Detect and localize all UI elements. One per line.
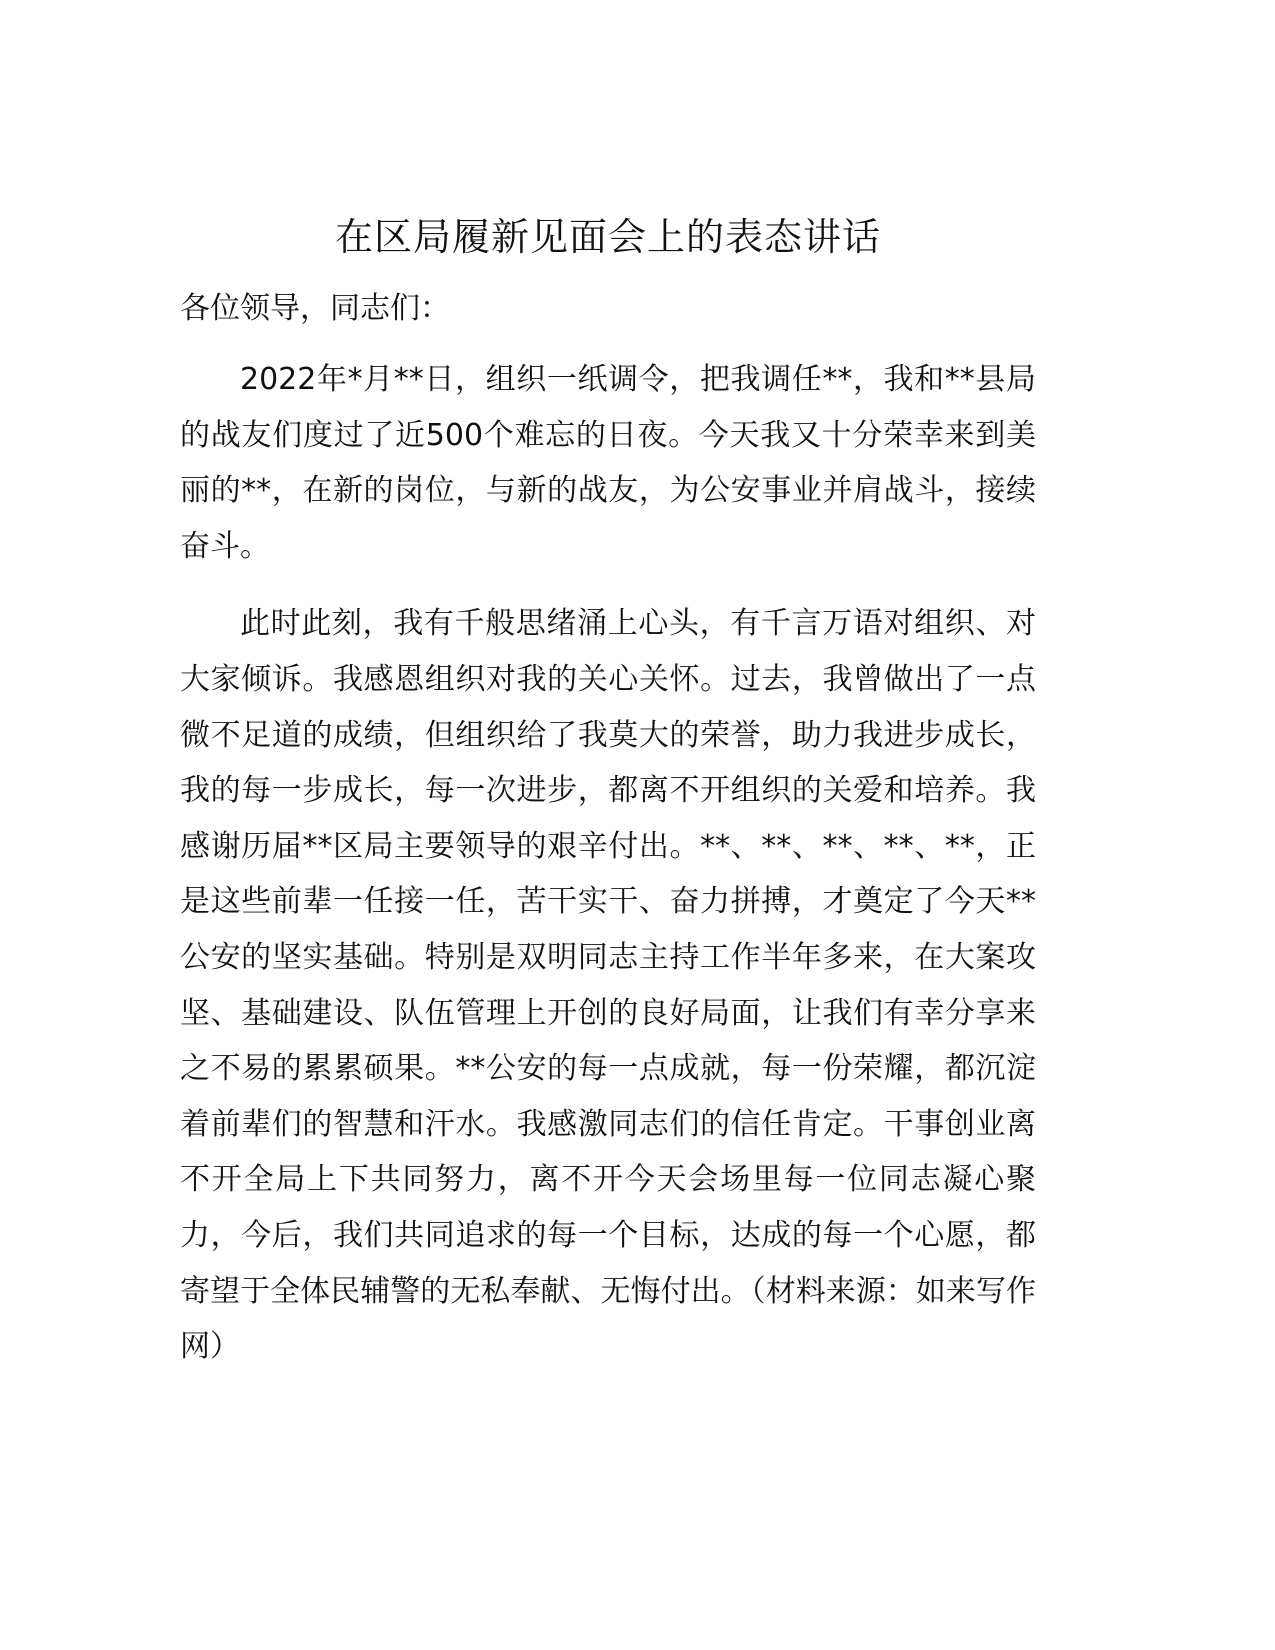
salutation: 各位领导，同志们：: [180, 291, 450, 326]
paragraph-2: 此时此刻，我有千般思绪涌上心头，有千言万语对组织、对大家倾诉。我感恩组织对我的关心关怀。过去，我曾做出了一点微不足道的成绩，但组织给了我莫大的荣誉，助力我进步成长，我的每一步成长，每一次进步，都离不开组织的关爱和培养。我感谢历届**区局主要领导的艰辛付出。**、**、**、**、**，正是这些前辈一任接一任，苦干实干、奋力拼搏，才奠定了今天**公安的坚实基础。特别是双明同志主持工作半年多来，在大案攻坚、基础建设、队伍管理上开创的良好局面，让我们有幸分享来之不易的累累硕果。**公安的每一点成就，每一份荣耀，都沉淀着前辈们的智慧和汗水。我感激同志们的信任肯定。干事创业离不开全局上下共同努力，离不开今天会场里每一位同志凝心聚力，今后，我们共同追求的每一个目标，达成的每一个心愿，都寄望于全体民辅警的无私奉献、无悔付出。（材料来源：如来写作网）: [180, 606, 1036, 1365]
paragraph-1: 2022年*月**日，组织一纸调令，把我调任**，我和**县局的战友们度过了近500个难忘的日夜。今天我又十分荣幸来到美丽的**，在新的岗位，与新的战友，为公安事业并肩战斗，接续奋斗。: [180, 362, 1036, 564]
document-title: 在区局履新见面会上的表态讲话: [334, 215, 881, 259]
document-page: [180, 208, 1036, 1375]
